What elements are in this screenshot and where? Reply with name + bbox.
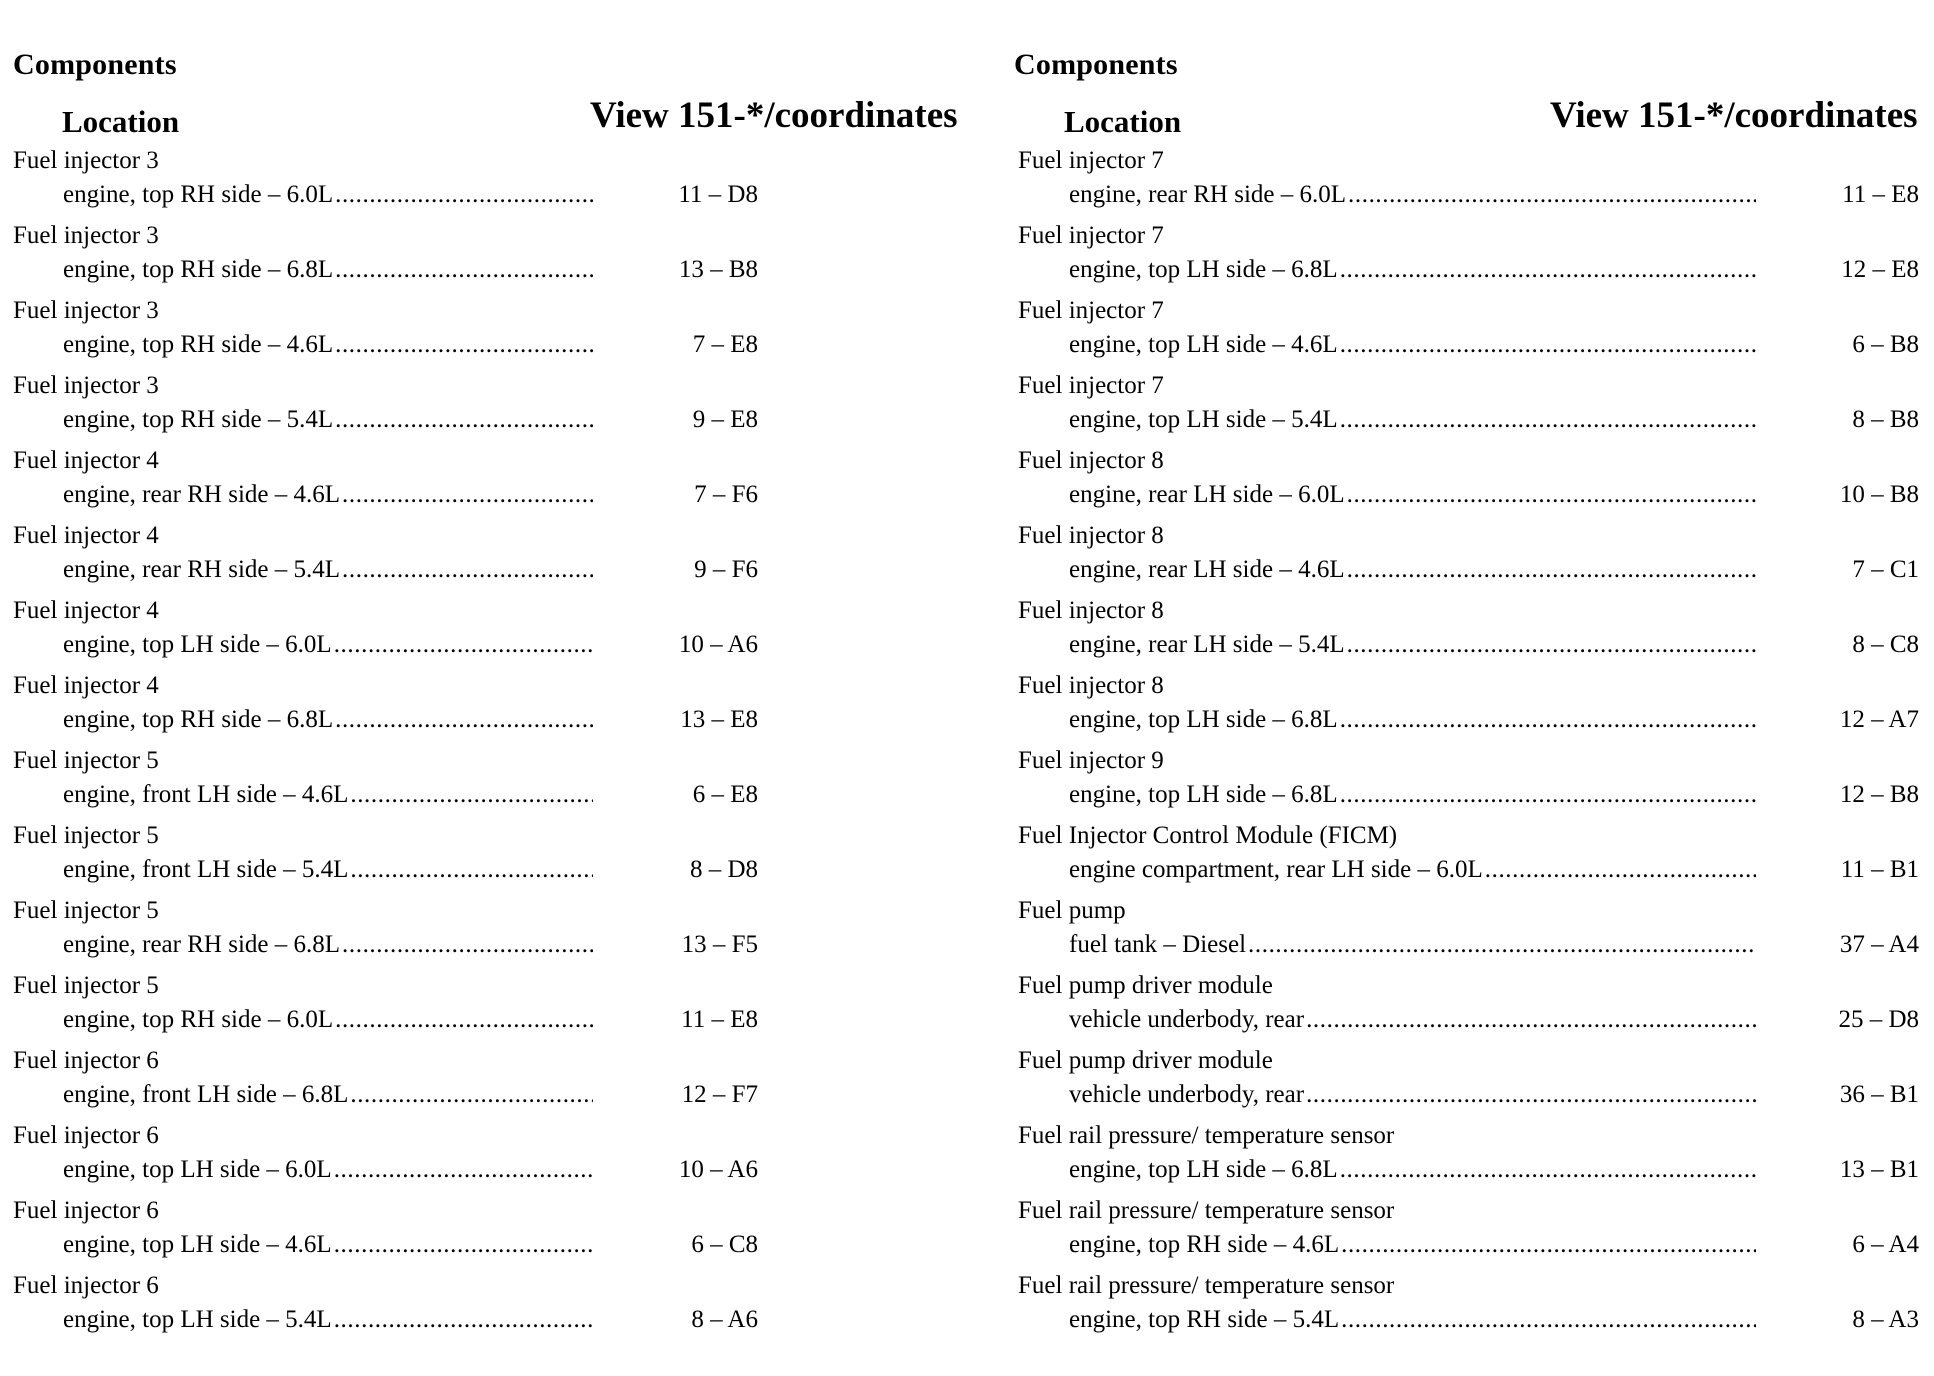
view-coordinates-column-header: View 151-*/coordinates (590, 95, 958, 136)
list-item (1005, 297, 1934, 372)
location-line (63, 856, 758, 884)
coordinate: 12 – A7 (1839, 706, 1919, 733)
coordinate: 13 – E8 (680, 706, 758, 733)
component-name: Fuel pump (1018, 897, 1126, 924)
location-line (1069, 331, 1919, 359)
list-item (0, 822, 967, 897)
coordinate: 10 – A6 (678, 1156, 758, 1183)
coordinate: 13 – F5 (681, 931, 758, 958)
location-text: engine, top LH side – 6.8L (1069, 256, 1338, 283)
location-line (1069, 1081, 1919, 1109)
coordinate: 12 – F7 (681, 1081, 758, 1108)
component-name: Fuel injector 4 (13, 672, 159, 699)
list-item (1005, 222, 1934, 297)
list-item (0, 447, 967, 522)
right-column (1005, 0, 1934, 1376)
location-text: vehicle underbody, rear (1069, 1081, 1305, 1108)
location-text: engine, top RH side – 5.4L (63, 406, 334, 433)
coordinate: 8 – C8 (1852, 631, 1919, 658)
location-line (1069, 406, 1919, 434)
location-text: engine, front LH side – 4.6L (63, 781, 349, 808)
list-item (0, 1047, 967, 1122)
location-line (63, 481, 758, 509)
location-text: engine compartment, rear LH side – 6.0L (1069, 856, 1483, 883)
list-item (1005, 372, 1934, 447)
dot-leader (335, 256, 593, 284)
component-name: Fuel injector 4 (13, 597, 159, 624)
component-name: Fuel rail pressure/ temperature sensor (1018, 1122, 1395, 1149)
list-item (0, 1197, 967, 1272)
coordinate: 8 – D8 (689, 856, 758, 883)
component-name: Fuel pump driver module (1018, 1047, 1273, 1074)
list-item (1005, 1197, 1934, 1272)
dot-leader (342, 931, 593, 959)
list-item (0, 372, 967, 447)
location-text: engine, top LH side – 4.6L (1069, 331, 1338, 358)
location-line (1069, 781, 1919, 809)
location-text: engine, top RH side – 6.0L (63, 181, 334, 208)
location-text: engine, top RH side – 5.4L (1069, 1306, 1340, 1333)
dot-leader (334, 1306, 593, 1334)
location-line (63, 556, 758, 584)
coordinate: 6 – A4 (1852, 1231, 1919, 1258)
location-line (1069, 931, 1919, 959)
component-name: Fuel injector 5 (13, 897, 159, 924)
location-text: engine, rear RH side – 6.0L (1069, 181, 1347, 208)
component-name: Fuel injector 5 (13, 972, 159, 999)
list-item (0, 522, 967, 597)
location-line (1069, 181, 1919, 209)
location-line (63, 706, 758, 734)
list-item (1005, 147, 1934, 222)
location-line (63, 406, 758, 434)
location-line (1069, 556, 1919, 584)
component-name: Fuel injector 5 (13, 822, 159, 849)
list-item (1005, 597, 1934, 672)
dot-leader (1340, 1156, 1756, 1184)
coordinate: 10 – B8 (1839, 481, 1919, 508)
component-name: Fuel Injector Control Module (FICM) (1018, 822, 1398, 849)
component-name: Fuel injector 8 (1018, 672, 1164, 699)
dot-leader (1340, 256, 1756, 284)
list-item (0, 1122, 967, 1197)
component-name: Fuel injector 3 (13, 372, 159, 399)
location-text: engine, top LH side – 6.8L (1069, 706, 1338, 733)
coordinate: 11 – B1 (1840, 856, 1919, 883)
location-line (63, 631, 758, 659)
dot-leader (334, 1231, 593, 1259)
component-name: Fuel injector 4 (13, 522, 159, 549)
coordinate: 8 – B8 (1852, 406, 1919, 433)
component-name: Fuel injector 7 (1018, 222, 1164, 249)
location-text: engine, rear RH side – 6.8L (63, 931, 341, 958)
dot-leader (342, 556, 593, 584)
location-text: engine, rear LH side – 5.4L (1069, 631, 1345, 658)
component-name: Fuel injector 3 (13, 297, 159, 324)
location-line (63, 331, 758, 359)
list-item (0, 222, 967, 297)
dot-leader (1347, 631, 1756, 659)
list-item (0, 597, 967, 672)
list-item (1005, 447, 1934, 522)
dot-leader (350, 856, 593, 884)
location-text: engine, top LH side – 6.8L (1069, 1156, 1338, 1183)
location-line (1069, 631, 1919, 659)
component-name: Fuel injector 6 (13, 1197, 159, 1224)
location-line (1069, 1006, 1919, 1034)
dot-leader (350, 781, 593, 809)
location-column-header: Location (1064, 104, 1182, 139)
list-item (1005, 972, 1934, 1047)
dot-leader (1340, 331, 1756, 359)
coordinate: 9 – F6 (694, 556, 758, 583)
location-line (1069, 1231, 1919, 1259)
component-name: Fuel injector 7 (1018, 372, 1164, 399)
dot-leader (1306, 1081, 1756, 1109)
coordinate: 36 – B1 (1839, 1081, 1919, 1108)
location-line (1069, 706, 1919, 734)
location-line (1069, 856, 1919, 884)
location-text: engine, rear LH side – 6.0L (1069, 481, 1345, 508)
coordinate: 11 – E8 (681, 1006, 758, 1033)
dot-leader (342, 481, 593, 509)
component-name: Fuel injector 4 (13, 447, 159, 474)
coordinate: 10 – A6 (678, 631, 758, 658)
component-name: Fuel injector 6 (13, 1047, 159, 1074)
location-line (63, 781, 758, 809)
dot-leader (1306, 1006, 1756, 1034)
location-text: engine, top RH side – 4.6L (1069, 1231, 1340, 1258)
location-line (63, 181, 758, 209)
list-item (1005, 1047, 1934, 1122)
location-text: engine, front LH side – 5.4L (63, 856, 349, 883)
list-item (1005, 1272, 1934, 1347)
coordinate: 25 – D8 (1838, 1006, 1919, 1033)
dot-leader (1340, 706, 1756, 734)
list-item (0, 147, 967, 222)
location-text: engine, top LH side – 5.4L (1069, 406, 1338, 433)
view-coordinates-column-header: View 151-*/coordinates (1550, 95, 1918, 136)
list-item (1005, 1122, 1934, 1197)
dot-leader (1341, 1306, 1756, 1334)
location-text: engine, top RH side – 6.0L (63, 1006, 334, 1033)
dot-leader (335, 331, 593, 359)
component-name: Fuel pump driver module (1018, 972, 1273, 999)
list-item (1005, 522, 1934, 597)
coordinate: 13 – B1 (1839, 1156, 1919, 1183)
entry-list (1005, 147, 1934, 1347)
location-text: engine, top LH side – 6.0L (63, 1156, 332, 1183)
location-text: engine, top LH side – 5.4L (63, 1306, 332, 1333)
location-line (63, 1081, 758, 1109)
coordinate: 7 – F6 (694, 481, 758, 508)
dot-leader (1340, 781, 1756, 809)
dot-leader (1248, 931, 1756, 959)
dot-leader (1348, 181, 1756, 209)
location-text: engine, front LH side – 6.8L (63, 1081, 349, 1108)
coordinate: 37 – A4 (1839, 931, 1919, 958)
dot-leader (1341, 1231, 1756, 1259)
location-line (1069, 1156, 1919, 1184)
entry-list (0, 147, 967, 1347)
dot-leader (1340, 406, 1756, 434)
location-line (1069, 1306, 1919, 1334)
coordinate: 12 – B8 (1839, 781, 1919, 808)
location-column-header: Location (62, 104, 180, 139)
component-name: Fuel rail pressure/ temperature sensor (1018, 1197, 1395, 1224)
list-item (0, 897, 967, 972)
coordinate: 9 – E8 (692, 406, 758, 433)
component-name: Fuel injector 7 (1018, 297, 1164, 324)
location-line (63, 1231, 758, 1259)
coordinate: 13 – B8 (678, 256, 758, 283)
list-item (0, 747, 967, 822)
coordinate: 6 – C8 (691, 1231, 758, 1258)
dot-leader (1347, 556, 1756, 584)
component-name: Fuel injector 9 (1018, 747, 1164, 774)
dot-leader (334, 1156, 593, 1184)
component-name: Fuel injector 7 (1018, 147, 1164, 174)
list-item (0, 672, 967, 747)
location-text: engine, top RH side – 6.8L (63, 706, 334, 733)
coordinate: 12 – E8 (1841, 256, 1919, 283)
component-name: Fuel injector 6 (13, 1122, 159, 1149)
dot-leader (335, 406, 593, 434)
list-item (1005, 897, 1934, 972)
location-line (63, 1006, 758, 1034)
location-text: engine, rear LH side – 4.6L (1069, 556, 1345, 583)
component-name: Fuel injector 3 (13, 222, 159, 249)
dot-leader (335, 181, 593, 209)
location-text: fuel tank – Diesel (1069, 931, 1247, 958)
coordinate: 6 – E8 (692, 781, 758, 808)
coordinate: 8 – A6 (691, 1306, 758, 1333)
dot-leader (335, 1006, 593, 1034)
location-text: engine, top LH side – 4.6L (63, 1231, 332, 1258)
location-text: engine, top RH side – 4.6L (63, 331, 334, 358)
list-item (1005, 672, 1934, 747)
section-title: Components (13, 48, 177, 81)
coordinate: 8 – A3 (1852, 1306, 1919, 1333)
component-name: Fuel injector 5 (13, 747, 159, 774)
list-item (0, 972, 967, 1047)
list-item (1005, 747, 1934, 822)
location-text: engine, top LH side – 6.0L (63, 631, 332, 658)
location-line (1069, 481, 1919, 509)
dot-leader (1485, 856, 1756, 884)
component-name: Fuel injector 6 (13, 1272, 159, 1299)
coordinate: 7 – E8 (692, 331, 758, 358)
location-line (63, 256, 758, 284)
list-item (0, 1272, 967, 1347)
dot-leader (350, 1081, 593, 1109)
location-text: vehicle underbody, rear (1069, 1006, 1305, 1033)
component-name: Fuel injector 3 (13, 147, 159, 174)
component-name: Fuel rail pressure/ temperature sensor (1018, 1272, 1395, 1299)
coordinate: 6 – B8 (1852, 331, 1919, 358)
list-item (0, 297, 967, 372)
dot-leader (1347, 481, 1756, 509)
coordinate: 11 – D8 (678, 181, 758, 208)
component-name: Fuel injector 8 (1018, 522, 1164, 549)
dot-leader (334, 631, 593, 659)
location-text: engine, top RH side – 6.8L (63, 256, 334, 283)
location-line (63, 1306, 758, 1334)
list-item (1005, 822, 1934, 897)
coordinate: 7 – C1 (1852, 556, 1919, 583)
location-line (1069, 256, 1919, 284)
location-text: engine, rear RH side – 5.4L (63, 556, 341, 583)
coordinate: 11 – E8 (1842, 181, 1919, 208)
location-text: engine, top LH side – 6.8L (1069, 781, 1338, 808)
location-line (63, 931, 758, 959)
section-title: Components (1014, 48, 1178, 81)
dot-leader (335, 706, 593, 734)
location-line (63, 1156, 758, 1184)
component-name: Fuel injector 8 (1018, 447, 1164, 474)
component-name: Fuel injector 8 (1018, 597, 1164, 624)
location-text: engine, rear RH side – 4.6L (63, 481, 341, 508)
